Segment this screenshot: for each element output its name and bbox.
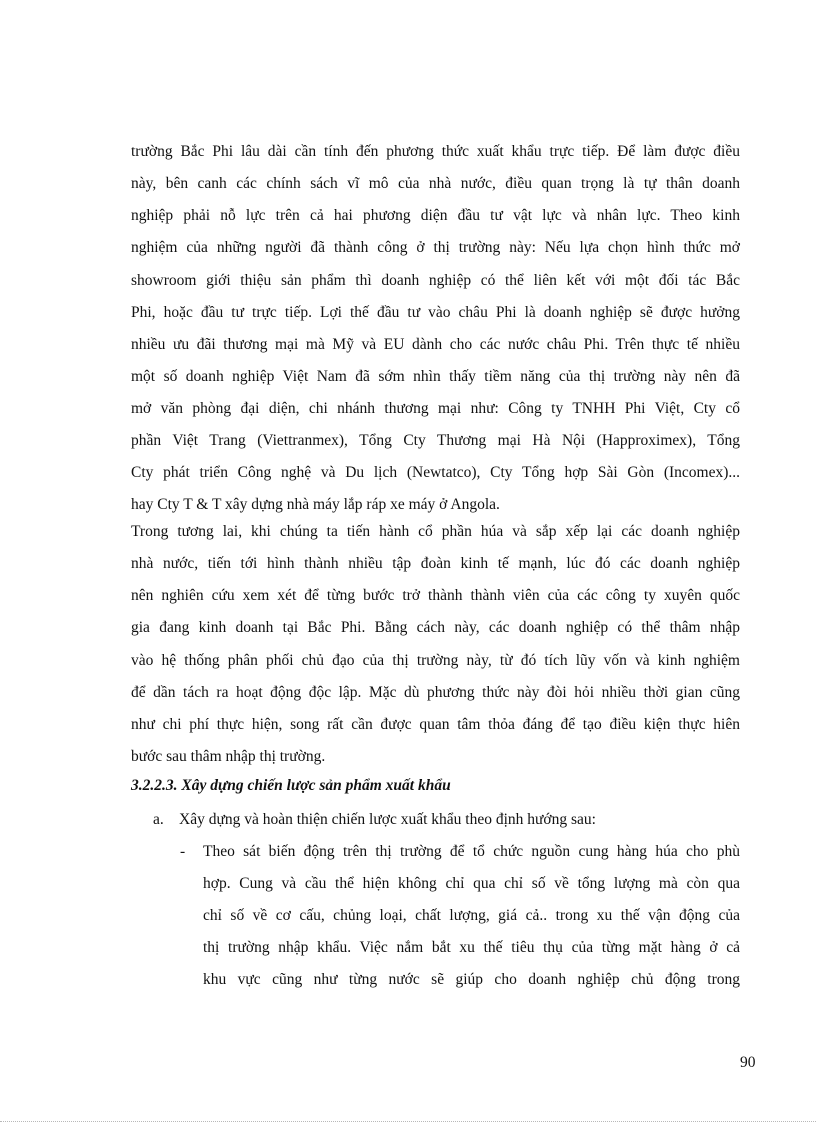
text-line: showroom giới thiệu sản phẩm thì doanh nghiệp có thể liên kết với một đối tác Bắc [131, 272, 740, 289]
text-line: gia đang kinh doanh tại Bắc Phi. Bằng cách này, các doanh nghiệp có thể thâm nhập [131, 619, 740, 636]
text-line: này, bên canh các chính sách vĩ mô của nhà nước, điều quan trọng là tự thân doanh [131, 175, 740, 192]
text-line: nên nghiên cứu xem xét để từng bước trở thành thành viên của các công ty xuyên quốc [131, 587, 740, 604]
text-line: Theo sát biến động trên thị trường để tổ chức nguồn cung hàng húa cho phù [203, 843, 740, 860]
text-line: vào hệ thống phân phối chủ đạo của thị trường này, từ đó tích lũy vốn và kinh nghiệm [131, 652, 740, 669]
text-line: hay Cty T & T xây dựng nhà máy lắp ráp xe máy ở Angola. [131, 496, 500, 513]
list-item-text: Xây dựng và hoàn thiện chiến lược xuất khẩu theo định hướng sau: [179, 811, 596, 828]
text-line: khu vực cũng như từng nước sẽ giúp cho doanh nghiệp chủ động trong [203, 971, 740, 988]
text-line: nhà nước, tiến tới hình thành nhiều tập đoàn kinh tế mạnh, lúc đó các doanh nghiệp [131, 555, 740, 572]
text-line: một số doanh nghiệp Việt Nam đã sớm nhìn thấy tiềm năng của thị trường này nên đã [131, 368, 740, 385]
list-marker: a. [153, 811, 164, 828]
text-line: thị trường nhập khẩu. Việc nắm bắt xu thế tiêu thụ của từng mặt hàng ở cả [203, 939, 740, 956]
text-line: mở văn phòng đại diện, chi nhánh thương mại như: Công ty TNHH Phi Việt, Cty cổ [131, 400, 740, 417]
text-line: Cty phát triển Công nghệ và Du lịch (Newtatco), Cty Tổng hợp Sài Gòn (Incomex)... [131, 464, 740, 481]
text-line: nghiệp phải nỗ lực trên cả hai phương diện đầu tư vật lực và nhân lực. Theo kinh [131, 207, 740, 224]
page-number: 90 [740, 1054, 756, 1071]
dash-bullet-marker: - [180, 843, 186, 860]
list-item-a [153, 810, 596, 830]
text-line: bước sau thâm nhập thị trường. [131, 748, 326, 765]
text-line: Phi, hoặc đầu tư trực tiếp. Lợi thế đầu tư vào châu Phi là doanh nghiệp sẽ được hưởng [131, 304, 740, 321]
text-line: nhiều ưu đãi thương mại mà Mỹ và EU dành cho các nước châu Phi. Trên thực tế nhiều [131, 336, 740, 353]
text-line: Trong tương lai, khi chúng ta tiến hành cổ phần húa và sắp xếp lại các doanh nghiệp [131, 523, 740, 540]
text-line: hợp. Cung và cầu thể hiện không chỉ qua chỉ số về tổng lượng mà còn qua [203, 875, 740, 892]
text-line: nghiệm của những người đã thành công ở thị trường này: Nếu lựa chọn hình thức mở [131, 239, 740, 256]
text-line: phần Việt Trang (Viettranmex), Tổng Cty Thương mại Hà Nội (Happroximex), Tổng [131, 432, 740, 449]
section-heading: 3.2.2.3. Xây dựng chiến lược sản phẩm xuất khẩu [131, 777, 451, 794]
text-line: trường Bắc Phi lâu dài cần tính đến phương thức xuất khẩu trực tiếp. Để làm được điều [131, 143, 740, 160]
text-line: chỉ số về cơ cấu, chủng loại, chất lượng, giá cả.. trong xu thế vận động của [203, 907, 740, 924]
text-line: để dần tách ra hoạt động độc lập. Mặc dù phương thức này đòi hỏi nhiều thời gian cũng [131, 684, 740, 701]
page-bottom-divider [0, 1121, 816, 1122]
text-line: như chi phí thực hiện, song rất cần được quan tâm thỏa đáng để tạo điều kiện thực hiên [131, 716, 740, 733]
